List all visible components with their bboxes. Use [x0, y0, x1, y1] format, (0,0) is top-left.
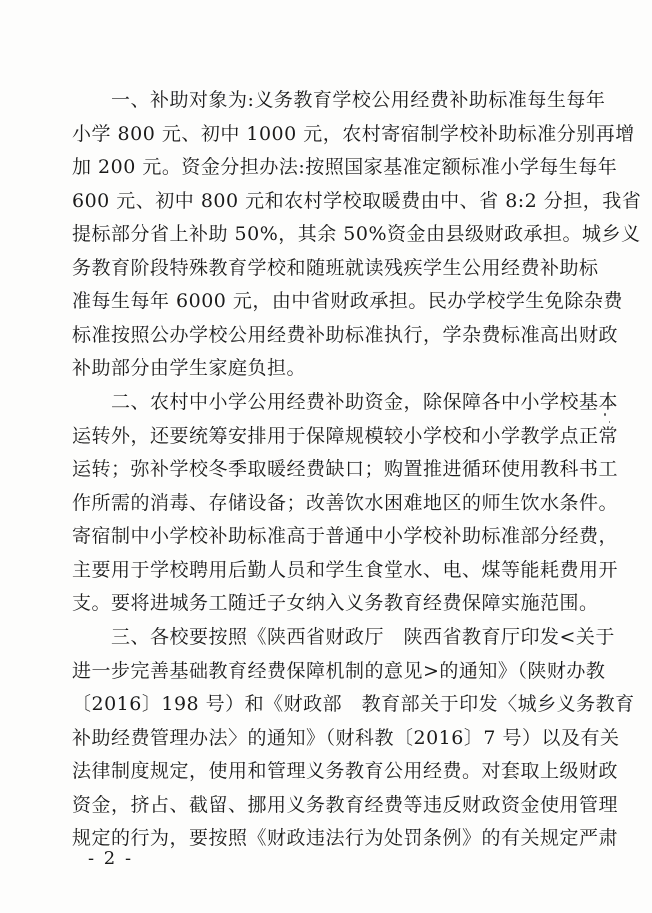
paragraph-line: 支。要将进城务工随迁子女纳入义务教育经费保障实施范围。	[72, 592, 599, 614]
paragraph-line: 作所需的消毒、存储设备；改善饮水困难地区的师生饮水条件。	[72, 491, 619, 514]
scan-speck	[604, 413, 606, 416]
paragraph-line: 准每生每年 6000 元，由中省财政承担。民办学校学生免除杂费	[72, 290, 623, 312]
paragraph-line: 提标部分省上补助 50%，其余 50%资金由县级财政承担。城乡义	[72, 223, 641, 245]
paragraph-line: 加 200 元。资金分担办法:按照国家基准定额标准小学每生每年	[72, 156, 618, 178]
scan-speck	[609, 421, 610, 423]
paragraph-line: 运转外，还要统筹安排用于保障规模较小学校和小学教学点正常	[72, 424, 619, 447]
paragraph-line: 标准按照公办学校公用经费补助标准执行，学杂费标准高出财政	[72, 323, 619, 346]
page-number: - 2 -	[88, 848, 134, 869]
paragraph-line: 补助经费管理办法〉的通知》（财科教〔2016〕7 号）以及有关	[72, 726, 620, 749]
paragraph-line: 一、补助对象为:义务教育学校公用经费补助标准每生每年	[72, 89, 606, 111]
paragraph-line: 600 元、初中 800 元和农村学校取暖费由中、省 8:2 分担，我省	[72, 189, 642, 212]
paragraph-line: 寄宿制中小学校补助标准高于普通中小学校补助标准部分经费，	[72, 525, 619, 547]
paragraph-line: 规定的行为，要按照《财政违法行为处罚条例》的有关规定严肃	[72, 827, 619, 849]
paragraph-line: 〔2016〕198 号）和《财政部 教育部关于印发〈城乡义务教育	[72, 693, 635, 715]
paragraph-3	[72, 621, 635, 856]
paragraph-line: 小学 800 元、初中 1000 元，农村寄宿制学校补助标准分别再增	[72, 122, 635, 145]
paragraph-line: 运转；弥补学校冬季取暖经费缺口；购置推进循环使用教科书工	[72, 458, 619, 480]
paragraph-line: 补助部分由学生家庭负担。	[72, 357, 307, 379]
paragraph-line: 二、农村中小学公用经费补助资金，除保障各中小学校基本	[72, 391, 619, 413]
paragraph-line: 务教育阶段特殊教育学校和随班就读残疾学生公用经费补助标	[72, 256, 599, 279]
paragraph-line: 资金，挤占、截留、挪用义务教育经费等违反财政资金使用管理	[72, 793, 619, 816]
paragraph-line: 进一步完善基础教育经费保障机制的意见>的通知》（陕财办教	[72, 659, 606, 682]
paragraph-line: 三、各校要按照《陕西省财政厅 陕西省教育厅印发<关于	[72, 626, 615, 648]
paragraph-line: 法律制度规定，使用和管理义务教育公用经费。对套取上级财政	[72, 760, 619, 782]
paragraph-line: 主要用于学校聘用后勤人员和学生食堂水、电、煤等能耗费用开	[72, 558, 619, 581]
paragraph-1	[72, 84, 642, 386]
paragraph-2	[72, 386, 619, 621]
